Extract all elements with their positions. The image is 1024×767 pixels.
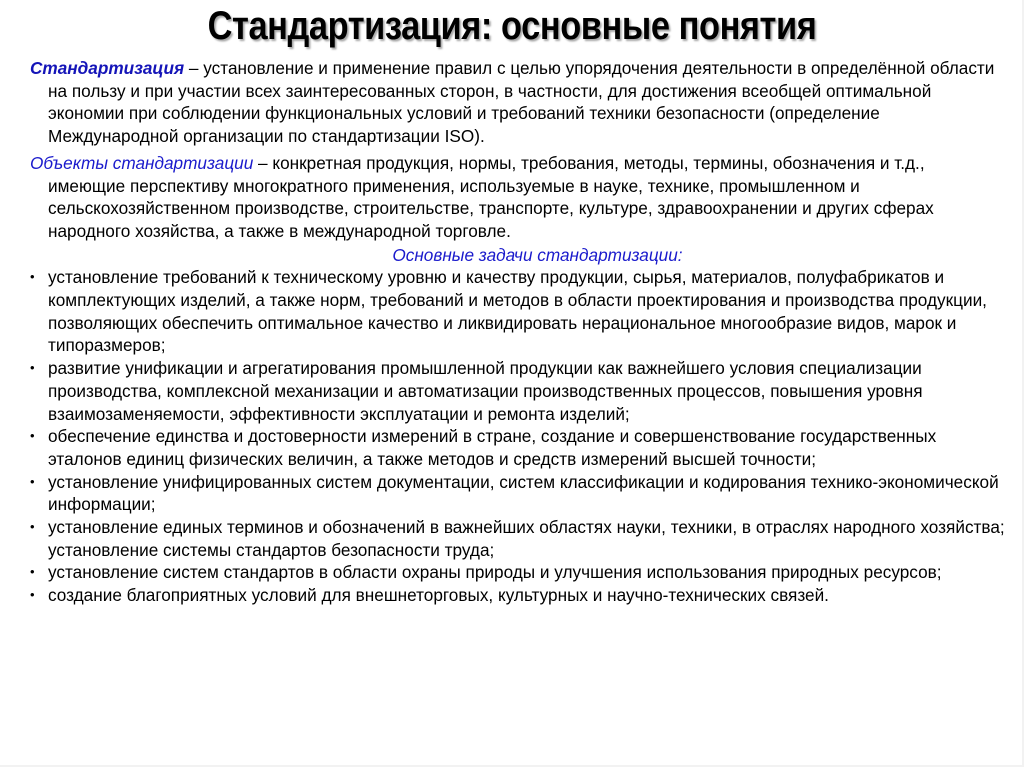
task-text: создание благоприятных условий для внешнеторговых, культурных и научно-технических связей.: [48, 585, 829, 606]
list-item: [30, 516, 1005, 561]
bullet-icon: •: [30, 473, 35, 489]
task-text: установление систем стандартов в области охраны природы и улучшения использования природных ресурсов;: [48, 562, 942, 583]
tasks-heading: Основные задачи стандартизации:: [392, 244, 683, 265]
term-objects: Объекты стандартизации: [30, 152, 254, 173]
bullet-icon: •: [30, 269, 35, 285]
definition-text: – установление и применение правил с целью упорядочения деятельности в определённой области на пользу и при участии всех заинтересованных сторон, в частности, для достижения всеобщей оптимальной экономии при соблюдении функциональных условий и требований техники безопасности (определение Международной организации по стандартизации ISO).: [48, 58, 995, 147]
list-item: [30, 561, 1005, 584]
definition-objects: [30, 152, 1005, 243]
slide-content: [30, 57, 1005, 607]
task-text: обеспечение единства и достоверности измерений в стране, создание и совершенствование государственных эталонов единиц физических величин, а также методов и средств измерений высшей точности;: [48, 426, 937, 469]
bullet-icon: •: [30, 564, 35, 580]
list-item: [30, 584, 1005, 607]
slide-title: Стандартизация: основные понятия: [207, 4, 817, 48]
task-text: установление требований к техническому уровню и качеству продукции, сырья, материалов, полуфабрикатов и комплектующих изделий, а также норм, требований и методов в области проектирования и производства продукции, позволяющих обеспечить оптимальное качество и ликвидировать нерациональное многообразие видов, марок и типоразмеров;: [48, 267, 987, 356]
list-item: [30, 471, 1005, 516]
term-standardization: Стандартизация: [30, 58, 185, 78]
task-text: установление единых терминов и обозначений в важнейших областях науки, техники, в отраслях народного хозяйства; установление системы стандартов безопасности труда;: [48, 517, 1005, 560]
list-item: [30, 357, 1005, 425]
list-item: [30, 266, 1005, 357]
list-item: [30, 425, 1005, 470]
task-text: установление унифицированных систем документации, систем классификации и кодирования технико-экономической информации;: [48, 471, 999, 515]
bullet-icon: •: [30, 587, 35, 603]
bullet-icon: •: [30, 428, 35, 444]
bullet-icon: •: [30, 519, 35, 535]
bullet-icon: •: [30, 360, 35, 376]
tasks-list: [30, 266, 1005, 607]
task-text: развитие унификации и агрегатирования промышленной продукции как важнейшего условия специализации производства, комплексной механизации и автоматизации производственных процессов, повышения уровня взаимозаменяемости, эффективности эксплуатации и ремонта изделий;: [48, 358, 923, 424]
definition-standardization: [30, 57, 1005, 148]
definition-text: – конкретная продукция, нормы, требования, методы, термины, обозначения и т.д., имеющие перспективу многократного применения, используемые в науке, технике, промышленном и сельскохозяйственном производстве, строительстве, транспорте, культуре, здравоохранении и других сферах народного хозяйства, а также в международной торговле.: [48, 152, 934, 241]
